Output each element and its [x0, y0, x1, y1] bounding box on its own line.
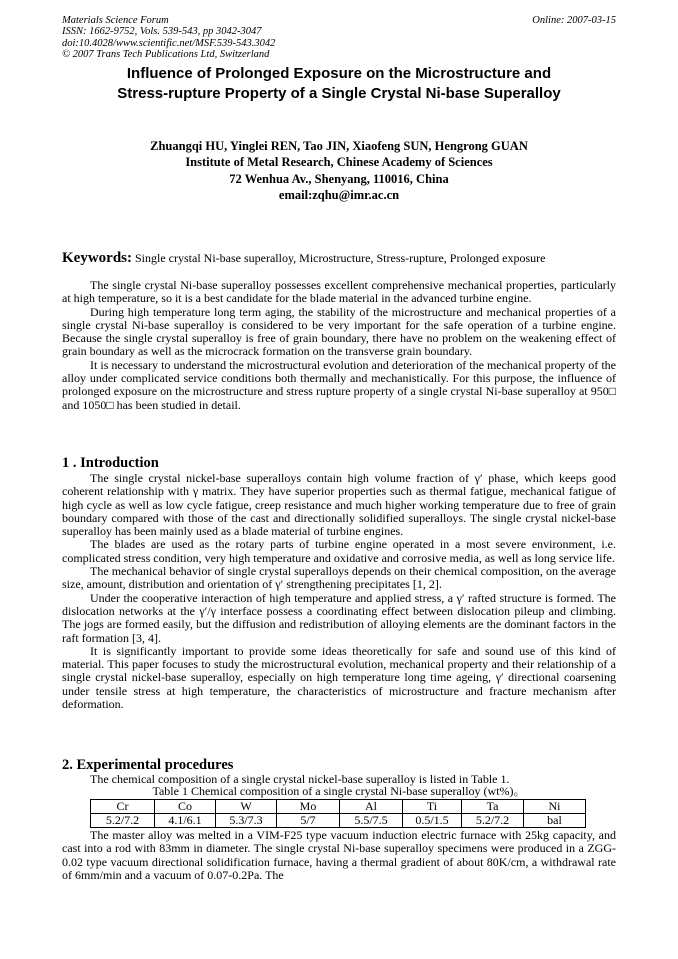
- table-cell: bal: [524, 814, 586, 828]
- experimental-body: [62, 829, 616, 882]
- title-line-1: Influence of Prolonged Exposure on the Microstructure and: [126, 65, 552, 82]
- paper-title: [62, 64, 616, 104]
- experimental-heading: 2. Experimental procedures: [62, 757, 234, 773]
- experimental-paragraph: The master alloy was melted in a VIM-F25 type vacuum induction electric furnace with 25kg capacity, and cast into a rod with 83mm in diameter. The single crystal Ni-base superalloy specimens were produced in a ZGG-0.02 type vacuum directional solidification furnace, having a thermal gradient of about 80K/cm, a withdrawal rate of 6mm/min and a vacuum of 0.07-0.2Pa. The: [62, 828, 616, 882]
- online-date: Online: 2007-03-15: [532, 15, 616, 26]
- keywords-label: Keywords:: [62, 250, 132, 266]
- intro-paragraph: The mechanical behavior of single crystal superalloys depends on their chemical composition, on the average size, amount, distribution and orientation of γ′ strengthening precipitates [1, 2].: [62, 564, 616, 592]
- table-caption: Table 1 Chemical composition of a single crystal Ni-base superalloy (wt%)。: [152, 784, 526, 798]
- table-header-cell: Al: [340, 800, 403, 814]
- table-cell: 5.5/7.5: [340, 814, 403, 828]
- author-address: 72 Wenhua Av., Shenyang, 110016, China: [229, 171, 449, 186]
- intro-paragraph: It is significantly important to provide some ideas theoretically for safe and sound use of this kind of material. This paper focuses to study the microstructural evolution, mechanical property and their relationship of a single crystal nickel-base superalloy, especially on high temperature long time ageing, γ′ directional coarsening under tensile stress at high temperature, the characteristics of microstructure and fracture mechanism after deformation.: [62, 643, 616, 712]
- author-block: [62, 138, 616, 203]
- journal-name: Materials Science Forum: [62, 15, 169, 26]
- table-cell: 5/7: [277, 814, 340, 828]
- table-cell: 0.5/1.5: [403, 814, 462, 828]
- keywords-text: Single crystal Ni-base superalloy, Microstructure, Stress-rupture, Prolonged exposure: [135, 251, 546, 265]
- journal-header: [62, 15, 616, 61]
- intro-paragraph: The single crystal nickel-base superalloys contain high volume fraction of γ′ phase, which keeps good coherent relationship with γ matrix. They have superior properties such as thermal fatigue, mechanical fatigue of high cycle as well as low cycle fatigue, creep resistance and much higher working temperature due to free of grain boundary compared with those of the cast and directionally solidified superalloys. The single crystal nickel-base superalloy has been mainly used as a blade material of turbine engines.: [62, 471, 616, 539]
- intro-paragraph: The blades are used as the rotary parts of turbine engine operated in a most severe environment, i.e. complicated stress condition, very high temperature and oxidative and corrosive media, as well as long service life.: [62, 537, 616, 565]
- table-cell: 5.3/7.3: [216, 814, 277, 828]
- abstract-paragraph: The single crystal Ni-base superalloy possesses excellent comprehensive mechanical properties, particularly at high temperature, so it is a best candidate for the blade material in the advanced turbine engine.: [62, 278, 616, 306]
- table-header-cell: Ta: [462, 800, 524, 814]
- copyright-line: © 2007 Trans Tech Publications Ltd, Switzerland: [62, 49, 270, 61]
- table-header-cell: Cr: [91, 800, 155, 814]
- table-header-cell: Mo: [277, 800, 340, 814]
- table-row: [91, 814, 586, 828]
- experimental-intro-text: The chemical composition of a single crystal nickel-base superalloy is listed in Table 1.: [90, 772, 510, 786]
- issn-line: ISSN: 1662-9752, Vols. 539-543, pp 3042-3047: [62, 26, 262, 38]
- table-header-cell: Ni: [524, 800, 586, 814]
- doi-line: doi:10.4028/www.scientific.net/MSF.539-543.3042: [62, 37, 276, 49]
- table-cell: 5.2/7.2: [462, 814, 524, 828]
- abstract-paragraph: During high temperature long term aging, the stability of the microstructure and mechanical properties of a single crystal Ni-base superalloy is considered to be very important for the safe operation of a turbine engine. Because the single crystal superalloy is free of grain boundary, there have no problem on the weakening effect of grain boundary as well as the microcrack formation on the transverse grain boundary.: [62, 304, 616, 359]
- composition-table: [90, 799, 586, 828]
- table-header-cell: Ti: [403, 800, 462, 814]
- intro-body: [62, 472, 616, 711]
- intro-paragraph: Under the cooperative interaction of high temperature and applied stress, a γ′ rafted structure is formed. The dislocation networks at the γ′/γ interface possess a coordinating effect between dislocation pileup and climbing. The jogs are formed easily, but the diffusion and redistribution of alloying elements are the dominant factors in the raft formation [3, 4].: [62, 590, 616, 645]
- table-header-cell: W: [216, 800, 277, 814]
- title-line-2: Stress-rupture Property of a Single Crystal Ni-base Superalloy: [117, 85, 561, 102]
- author-email: email:zqhu@imr.ac.cn: [278, 187, 400, 202]
- table-cell: 5.2/7.2: [91, 814, 155, 828]
- table-cell: 4.1/6.1: [155, 814, 216, 828]
- keywords: [62, 250, 622, 267]
- author-institute: Institute of Metal Research, Chinese Academy of Sciences: [185, 155, 493, 170]
- abstract-paragraph: It is necessary to understand the microstructural evolution and deterioration of the mechanical property of the alloy under complicated service conditions both thermally and mechanistically. For this purpose, the influence of prolonged exposure on the microstructure and stress rupture property of a single crystal Ni-base superalloy at 950□ and 1050□ has been studied in detail.: [62, 357, 616, 412]
- abstract: [62, 279, 616, 412]
- table-header-row: [91, 800, 586, 814]
- intro-heading: 1 . Introduction: [62, 455, 159, 471]
- author-names: Zhuangqi HU, Yinglei REN, Tao JIN, Xiaofeng SUN, Hengrong GUAN: [150, 139, 528, 153]
- table-header-cell: Co: [155, 800, 216, 814]
